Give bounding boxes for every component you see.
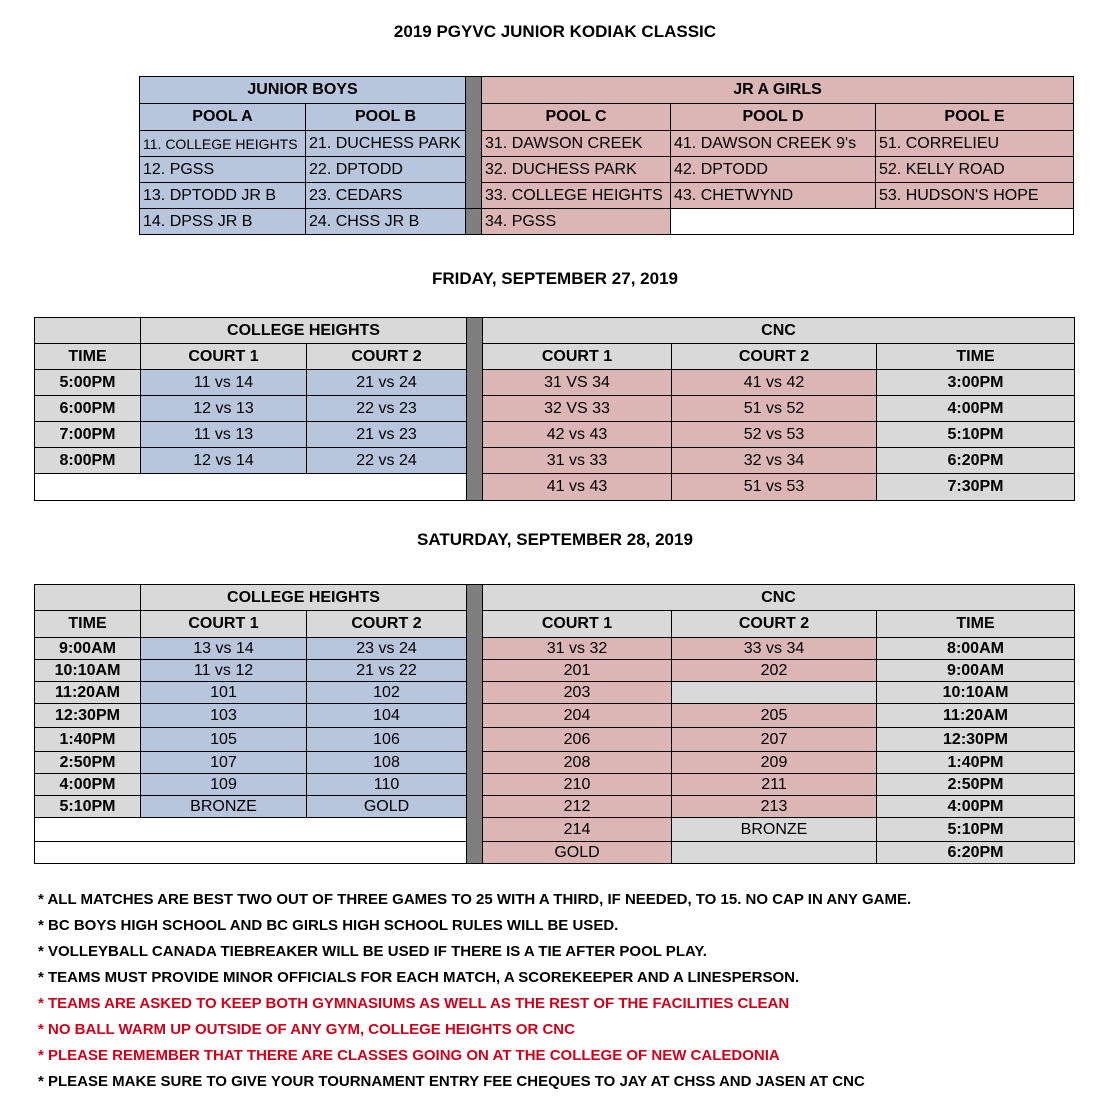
time-cell: 8:00PM	[35, 448, 141, 474]
venue-left: COLLEGE HEIGHTS	[141, 585, 467, 611]
court1-header: COURT 1	[483, 344, 672, 370]
match-cell: 22 vs 24	[307, 448, 467, 474]
pool-team: 22. DPTODD	[306, 157, 466, 183]
pool-team: 14. DPSS JR B	[140, 209, 306, 235]
time-cell: 9:00AM	[877, 660, 1075, 682]
pool-team: 31. DAWSON CREEK	[482, 131, 671, 157]
match-cell: GOLD	[483, 842, 672, 864]
time-cell: 10:10AM	[35, 660, 141, 682]
divider	[467, 585, 483, 864]
match-cell: 13 vs 14	[141, 638, 307, 660]
pool-team: 24. CHSS JR B	[306, 209, 466, 235]
match-cell: 211	[672, 774, 877, 796]
time-cell: 6:20PM	[877, 448, 1075, 474]
time-cell: 8:00AM	[877, 638, 1075, 660]
time-cell: 11:20AM	[35, 682, 141, 704]
match-cell: 32 vs 34	[672, 448, 877, 474]
match-cell: GOLD	[307, 796, 467, 818]
match-cell: 12 vs 14	[141, 448, 307, 474]
match-cell: 21 vs 22	[307, 660, 467, 682]
match-cell: BRONZE	[672, 818, 877, 842]
court1-header: COURT 1	[483, 611, 672, 638]
time-cell: 6:00PM	[35, 396, 141, 422]
match-cell: 201	[483, 660, 672, 682]
time-cell: 3:00PM	[877, 370, 1075, 396]
note-item: * TEAMS MUST PROVIDE MINOR OFFICIALS FOR EACH MATCH, A SCOREKEEPER AND A LINESPERSON.	[38, 969, 800, 986]
note-item: * PLEASE MAKE SURE TO GIVE YOUR TOURNAMENT ENTRY FEE CHEQUES TO JAY AT CHSS AND JASEN AT CNC	[38, 1073, 865, 1090]
empty-cell	[671, 209, 1074, 235]
note-item-warning: * NO BALL WARM UP OUTSIDE OF ANY GYM, COLLEGE HEIGHTS OR CNC	[38, 1021, 575, 1038]
match-cell: 21 vs 24	[307, 370, 467, 396]
time-cell: 10:10AM	[877, 682, 1075, 704]
empty-cell	[35, 474, 467, 501]
empty-cell	[35, 842, 467, 864]
time-header: TIME	[877, 611, 1075, 638]
match-cell: 109	[141, 774, 307, 796]
note-item-warning: * TEAMS ARE ASKED TO KEEP BOTH GYMNASIUMS AS WELL AS THE REST OF THE FACILITIES CLEAN	[38, 995, 790, 1012]
pool-team: 52. KELLY ROAD	[876, 157, 1074, 183]
note-item: * VOLLEYBALL CANADA TIEBREAKER WILL BE USED IF THERE IS A TIE AFTER POOL PLAY.	[38, 943, 707, 960]
boys-header: JUNIOR BOYS	[140, 77, 466, 104]
time-cell: 6:20PM	[877, 842, 1075, 864]
match-cell: 22 vs 23	[307, 396, 467, 422]
match-cell: 51 vs 52	[672, 396, 877, 422]
court2-header: COURT 2	[307, 344, 467, 370]
court1-header: COURT 1	[141, 611, 307, 638]
time-cell: 2:50PM	[877, 774, 1075, 796]
note-item: * ALL MATCHES ARE BEST TWO OUT OF THREE GAMES TO 25 WITH A THIRD, IF NEEDED, TO 15. NO CAP IN ANY GAME.	[38, 891, 912, 908]
pool-team: 32. DUCHESS PARK	[482, 157, 671, 183]
match-cell: 101	[141, 682, 307, 704]
pool-team: 21. DUCHESS PARK	[306, 131, 466, 157]
pool-team: 53. HUDSON'S HOPE	[876, 183, 1074, 209]
empty-cell	[35, 318, 141, 344]
time-header: TIME	[877, 344, 1075, 370]
match-cell: 102	[307, 682, 467, 704]
pools-table	[139, 76, 1074, 235]
match-cell: 108	[307, 752, 467, 774]
venue-left: COLLEGE HEIGHTS	[141, 318, 467, 344]
court2-header: COURT 2	[672, 611, 877, 638]
venue-right: CNC	[483, 318, 1075, 344]
note-item: * BC BOYS HIGH SCHOOL AND BC GIRLS HIGH SCHOOL RULES WILL BE USED.	[38, 917, 619, 934]
time-cell: 1:40PM	[877, 752, 1075, 774]
pool-team: 12. PGSS	[140, 157, 306, 183]
match-cell: 31 VS 34	[483, 370, 672, 396]
court2-header: COURT 2	[672, 344, 877, 370]
match-cell: 33 vs 34	[672, 638, 877, 660]
pool-team: 13. DPTODD JR B	[140, 183, 306, 209]
divider	[466, 77, 482, 209]
match-cell	[672, 682, 877, 704]
match-cell: 41 vs 43	[483, 474, 672, 501]
pool-team: 11. COLLEGE HEIGHTS	[140, 131, 306, 157]
match-cell: 31 vs 32	[483, 638, 672, 660]
time-cell: 12:30PM	[877, 728, 1075, 752]
match-cell: 41 vs 42	[672, 370, 877, 396]
pool-c-label: POOL C	[482, 104, 671, 131]
court1-header: COURT 1	[141, 344, 307, 370]
pool-e-label: POOL E	[876, 104, 1074, 131]
pool-team: 51. CORRELIEU	[876, 131, 1074, 157]
match-cell: 110	[307, 774, 467, 796]
saturday-schedule	[34, 584, 1075, 864]
match-cell: 103	[141, 704, 307, 728]
match-cell: BRONZE	[141, 796, 307, 818]
time-cell: 1:40PM	[35, 728, 141, 752]
time-cell: 5:10PM	[877, 422, 1075, 448]
match-cell: 214	[483, 818, 672, 842]
match-cell: 212	[483, 796, 672, 818]
match-cell: 209	[672, 752, 877, 774]
match-cell: 12 vs 13	[141, 396, 307, 422]
court2-header: COURT 2	[307, 611, 467, 638]
friday-schedule	[34, 317, 1075, 501]
time-cell: 9:00AM	[35, 638, 141, 660]
friday-heading: FRIDAY, SEPTEMBER 27, 2019	[432, 269, 678, 288]
pool-a-label: POOL A	[140, 104, 306, 131]
time-cell: 7:00PM	[35, 422, 141, 448]
match-cell: 210	[483, 774, 672, 796]
time-cell: 2:50PM	[35, 752, 141, 774]
note-item-warning: * PLEASE REMEMBER THAT THERE ARE CLASSES GOING ON AT THE COLLEGE OF NEW CALEDONIA	[38, 1047, 780, 1064]
time-cell: 4:00PM	[35, 774, 141, 796]
time-header: TIME	[35, 344, 141, 370]
pool-team: 33. COLLEGE HEIGHTS	[482, 183, 671, 209]
venue-right: CNC	[483, 585, 1075, 611]
girls-header: JR A GIRLS	[482, 77, 1074, 104]
match-cell: 202	[672, 660, 877, 682]
page-title: 2019 PGYVC JUNIOR KODIAK CLASSIC	[393, 22, 717, 41]
pool-team: 23. CEDARS	[306, 183, 466, 209]
time-cell: 12:30PM	[35, 704, 141, 728]
time-cell: 4:00PM	[877, 396, 1075, 422]
match-cell: 21 vs 23	[307, 422, 467, 448]
match-cell: 11 vs 13	[141, 422, 307, 448]
match-cell: 42 vs 43	[483, 422, 672, 448]
match-cell: 206	[483, 728, 672, 752]
match-cell: 23 vs 24	[307, 638, 467, 660]
match-cell: 105	[141, 728, 307, 752]
time-cell: 4:00PM	[877, 796, 1075, 818]
match-cell: 52 vs 53	[672, 422, 877, 448]
divider	[466, 209, 482, 235]
time-cell: 5:10PM	[877, 818, 1075, 842]
match-cell: 107	[141, 752, 307, 774]
pool-team: 43. CHETWYND	[671, 183, 876, 209]
match-cell: 203	[483, 682, 672, 704]
match-cell: 31 vs 33	[483, 448, 672, 474]
match-cell: 104	[307, 704, 467, 728]
divider	[467, 318, 483, 501]
saturday-heading: SATURDAY, SEPTEMBER 28, 2019	[417, 530, 693, 549]
notes-list	[38, 887, 911, 1095]
match-cell: 208	[483, 752, 672, 774]
match-cell: 207	[672, 728, 877, 752]
empty-cell	[35, 585, 141, 611]
pool-b-label: POOL B	[306, 104, 466, 131]
time-cell: 5:00PM	[35, 370, 141, 396]
match-cell	[672, 842, 877, 864]
match-cell: 106	[307, 728, 467, 752]
match-cell: 204	[483, 704, 672, 728]
empty-cell	[35, 818, 467, 842]
time-cell: 5:10PM	[35, 796, 141, 818]
match-cell: 213	[672, 796, 877, 818]
time-cell: 11:20AM	[877, 704, 1075, 728]
pool-team: 42. DPTODD	[671, 157, 876, 183]
time-cell: 7:30PM	[877, 474, 1075, 501]
pool-team: 41. DAWSON CREEK 9's	[671, 131, 876, 157]
pool-team: 34. PGSS	[482, 209, 671, 235]
time-header: TIME	[35, 611, 141, 638]
pool-d-label: POOL D	[671, 104, 876, 131]
match-cell: 51 vs 53	[672, 474, 877, 501]
match-cell: 205	[672, 704, 877, 728]
match-cell: 32 VS 33	[483, 396, 672, 422]
match-cell: 11 vs 14	[141, 370, 307, 396]
match-cell: 11 vs 12	[141, 660, 307, 682]
